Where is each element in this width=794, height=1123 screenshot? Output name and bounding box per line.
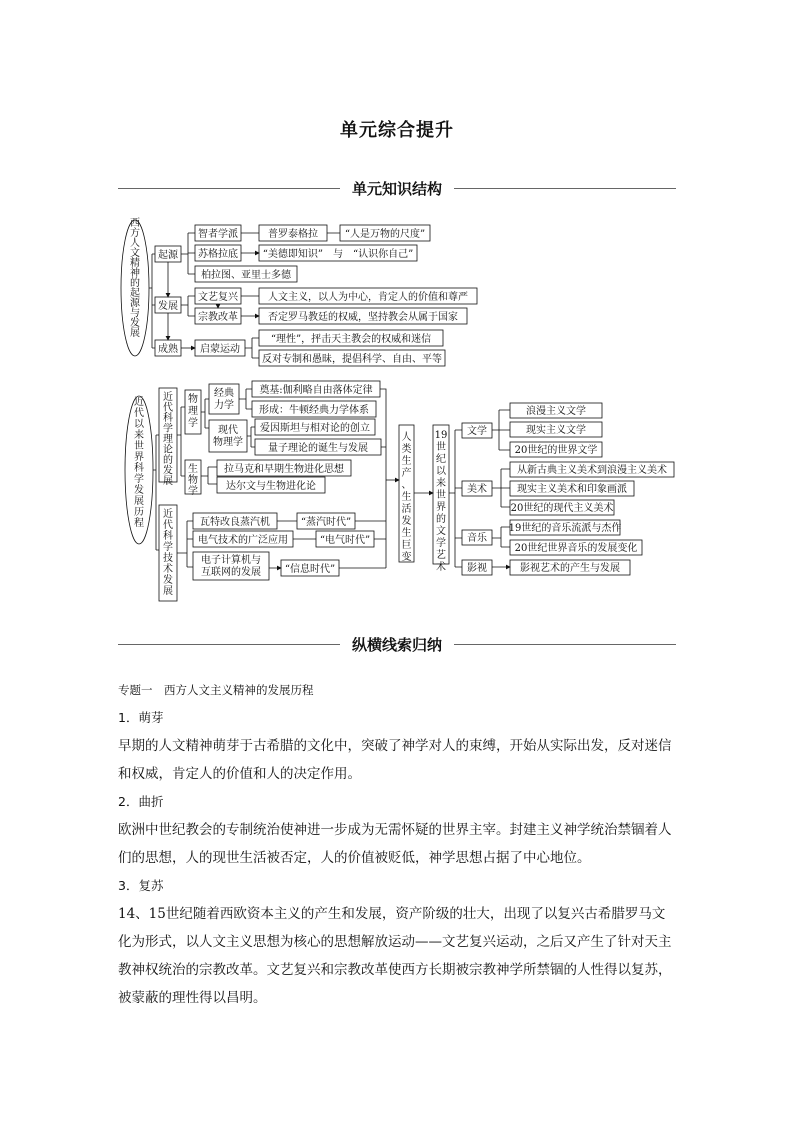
- d2-physics-label: 物理学: [188, 394, 198, 429]
- d1-mature-label: 成熟: [158, 344, 178, 355]
- d1-reformation-label: 宗教改革: [198, 312, 238, 323]
- subheading-2: 2．曲折: [118, 794, 164, 809]
- d1-renaissance-label: 文艺复兴: [198, 292, 238, 303]
- d2-einstein-label: 爱因斯坦与相对论的创立: [260, 423, 370, 434]
- d2-classical-label: 经典力学: [214, 388, 234, 411]
- d2-electric-label: 电气技术的广泛应用: [198, 535, 288, 546]
- d2-realist-lit-label: 现实主义文学: [526, 425, 586, 436]
- d2-galileo-label: 奠基:伽利略自由落体定律: [259, 385, 373, 396]
- d2-root-label: 近代以来世界科学发展历程: [134, 397, 144, 529]
- d2-film-art-label: 影视艺术的产生与发展: [520, 563, 620, 574]
- d1-sophists-label: 智者学派: [198, 229, 238, 240]
- paragraph-3: 14、15世纪随着西欧资本主义的产生和发展，资产阶级的壮大，出现了以复兴古希腊罗马文化为形式，以人文主义思想为核心的思想解放运动——文艺复兴运动，之后又产生了针对天主教神权统治的宗教改革。文艺复兴和宗教改革使西方长期被宗教神学所禁锢的人性得以复苏，被蒙蔽的理性得以昌明。: [118, 906, 672, 1006]
- d2-modern-physics-label: 现代物理学: [213, 425, 243, 448]
- d2-music-19-label: 19世纪的音乐流派与杰作: [508, 523, 622, 534]
- page-title: 单元综合提升: [340, 120, 454, 141]
- d2-watt-label: 瓦特改良蒸汽机: [200, 517, 270, 528]
- d1-humanism-label: 人文主义，以人为中心，肯定人的价值和尊严: [268, 292, 468, 303]
- section-header-clues: [118, 633, 676, 657]
- d2-darwin-label: 达尔文与生物进化论: [226, 481, 316, 492]
- d1-enlightenment-label: 启蒙运动: [200, 344, 240, 355]
- d2-literature-label: 文学: [467, 426, 487, 437]
- d2-steam-age-label: “蒸汽时代”: [300, 517, 352, 528]
- d1-origin-label: 起源: [158, 250, 178, 261]
- d1-man-measure-label: “人是万物的尺度”: [344, 229, 426, 240]
- d2-lamarck-label: 拉马克和早期生物进化思想: [224, 464, 344, 475]
- d2-info-age-label: “信息时代”: [284, 564, 336, 575]
- d2-quantum-label: 量子理论的诞生与发展: [268, 443, 368, 454]
- paragraph-1: 早期的人文精神萌芽于古希腊的文化中，突破了神学对人的束缚，开始从实际出发，反对迷信和权威，肯定人的价值和人的决定作用。: [118, 738, 672, 782]
- d2-computer-label: 电子计算机与互联网的发展: [201, 555, 261, 578]
- d2-neoclassical-label: 从新古典主义美术到浪漫主义美术: [517, 465, 667, 476]
- d2-film-label: 影视: [467, 563, 487, 574]
- subheading-3: 3．复苏: [118, 878, 164, 893]
- d2-realism-impress-label: 现实主义美术和印象画派: [517, 484, 627, 495]
- d2-music-label: 音乐: [467, 533, 487, 544]
- d2-theory-label: 近代科学理论的发展: [163, 392, 173, 487]
- d1-anti-autocracy-label: 反对专制和愚昧，提倡科学、自由、平等: [262, 354, 442, 365]
- d1-socrates-label: 苏格拉底: [198, 249, 238, 260]
- d2-tech-label: 近代科学技术发展: [163, 509, 173, 597]
- content-body: [118, 676, 678, 1012]
- d2-electric-age-label: “电气时代”: [319, 535, 371, 546]
- d2-world-lit-label: 20世纪的世界文学: [514, 445, 598, 456]
- d2-romantic-lit-label: 浪漫主义文学: [526, 406, 586, 417]
- section-title: 单元知识结构: [340, 180, 454, 198]
- d1-deny-rome-label: 否定罗马教廷的权威，坚持教会从属于国家: [268, 312, 458, 323]
- d2-biology-label: 生物学: [188, 464, 198, 497]
- topic-heading: 专题一 西方人文主义精神的发展历程: [118, 683, 314, 697]
- d1-plato-label: 柏拉图、亚里士多德: [201, 270, 291, 281]
- section-title: 纵横线索归纳: [340, 636, 454, 654]
- d1-virtue-label: “美德即知识” 与 “认识你自己”: [262, 249, 414, 260]
- d1-reason-label: “理性”，抨击天主教会的权威和迷信: [270, 334, 432, 345]
- d1-root-label: 西方人文精神的起源与发展: [130, 218, 140, 339]
- d2-change-label: 人类生产、生活发生巨变: [401, 432, 412, 563]
- d1-protagoras-label: 普罗泰格拉: [268, 229, 318, 240]
- subheading-1: 1．萌芽: [118, 710, 164, 725]
- d2-modern-art-label: 20世纪的现代主义美术: [510, 503, 614, 514]
- d2-music-20-label: 20世纪世界音乐的发展变化: [514, 543, 638, 554]
- d2-art-label: 19 世纪以来世界的文学艺术: [434, 430, 448, 573]
- d2-fine-arts-label: 美术: [467, 484, 487, 495]
- d2-newton-label: 形成：牛顿经典力学体系: [259, 405, 369, 416]
- paragraph-2: 欧洲中世纪教会的专制统治使神进一步成为无需怀疑的世界主宰。封建主义神学统治禁锢着人们的思想，人的现世生活被否定，人的价值被贬低，神学思想占据了中心地位。: [118, 822, 672, 866]
- d1-develop-label: 发展: [158, 301, 178, 312]
